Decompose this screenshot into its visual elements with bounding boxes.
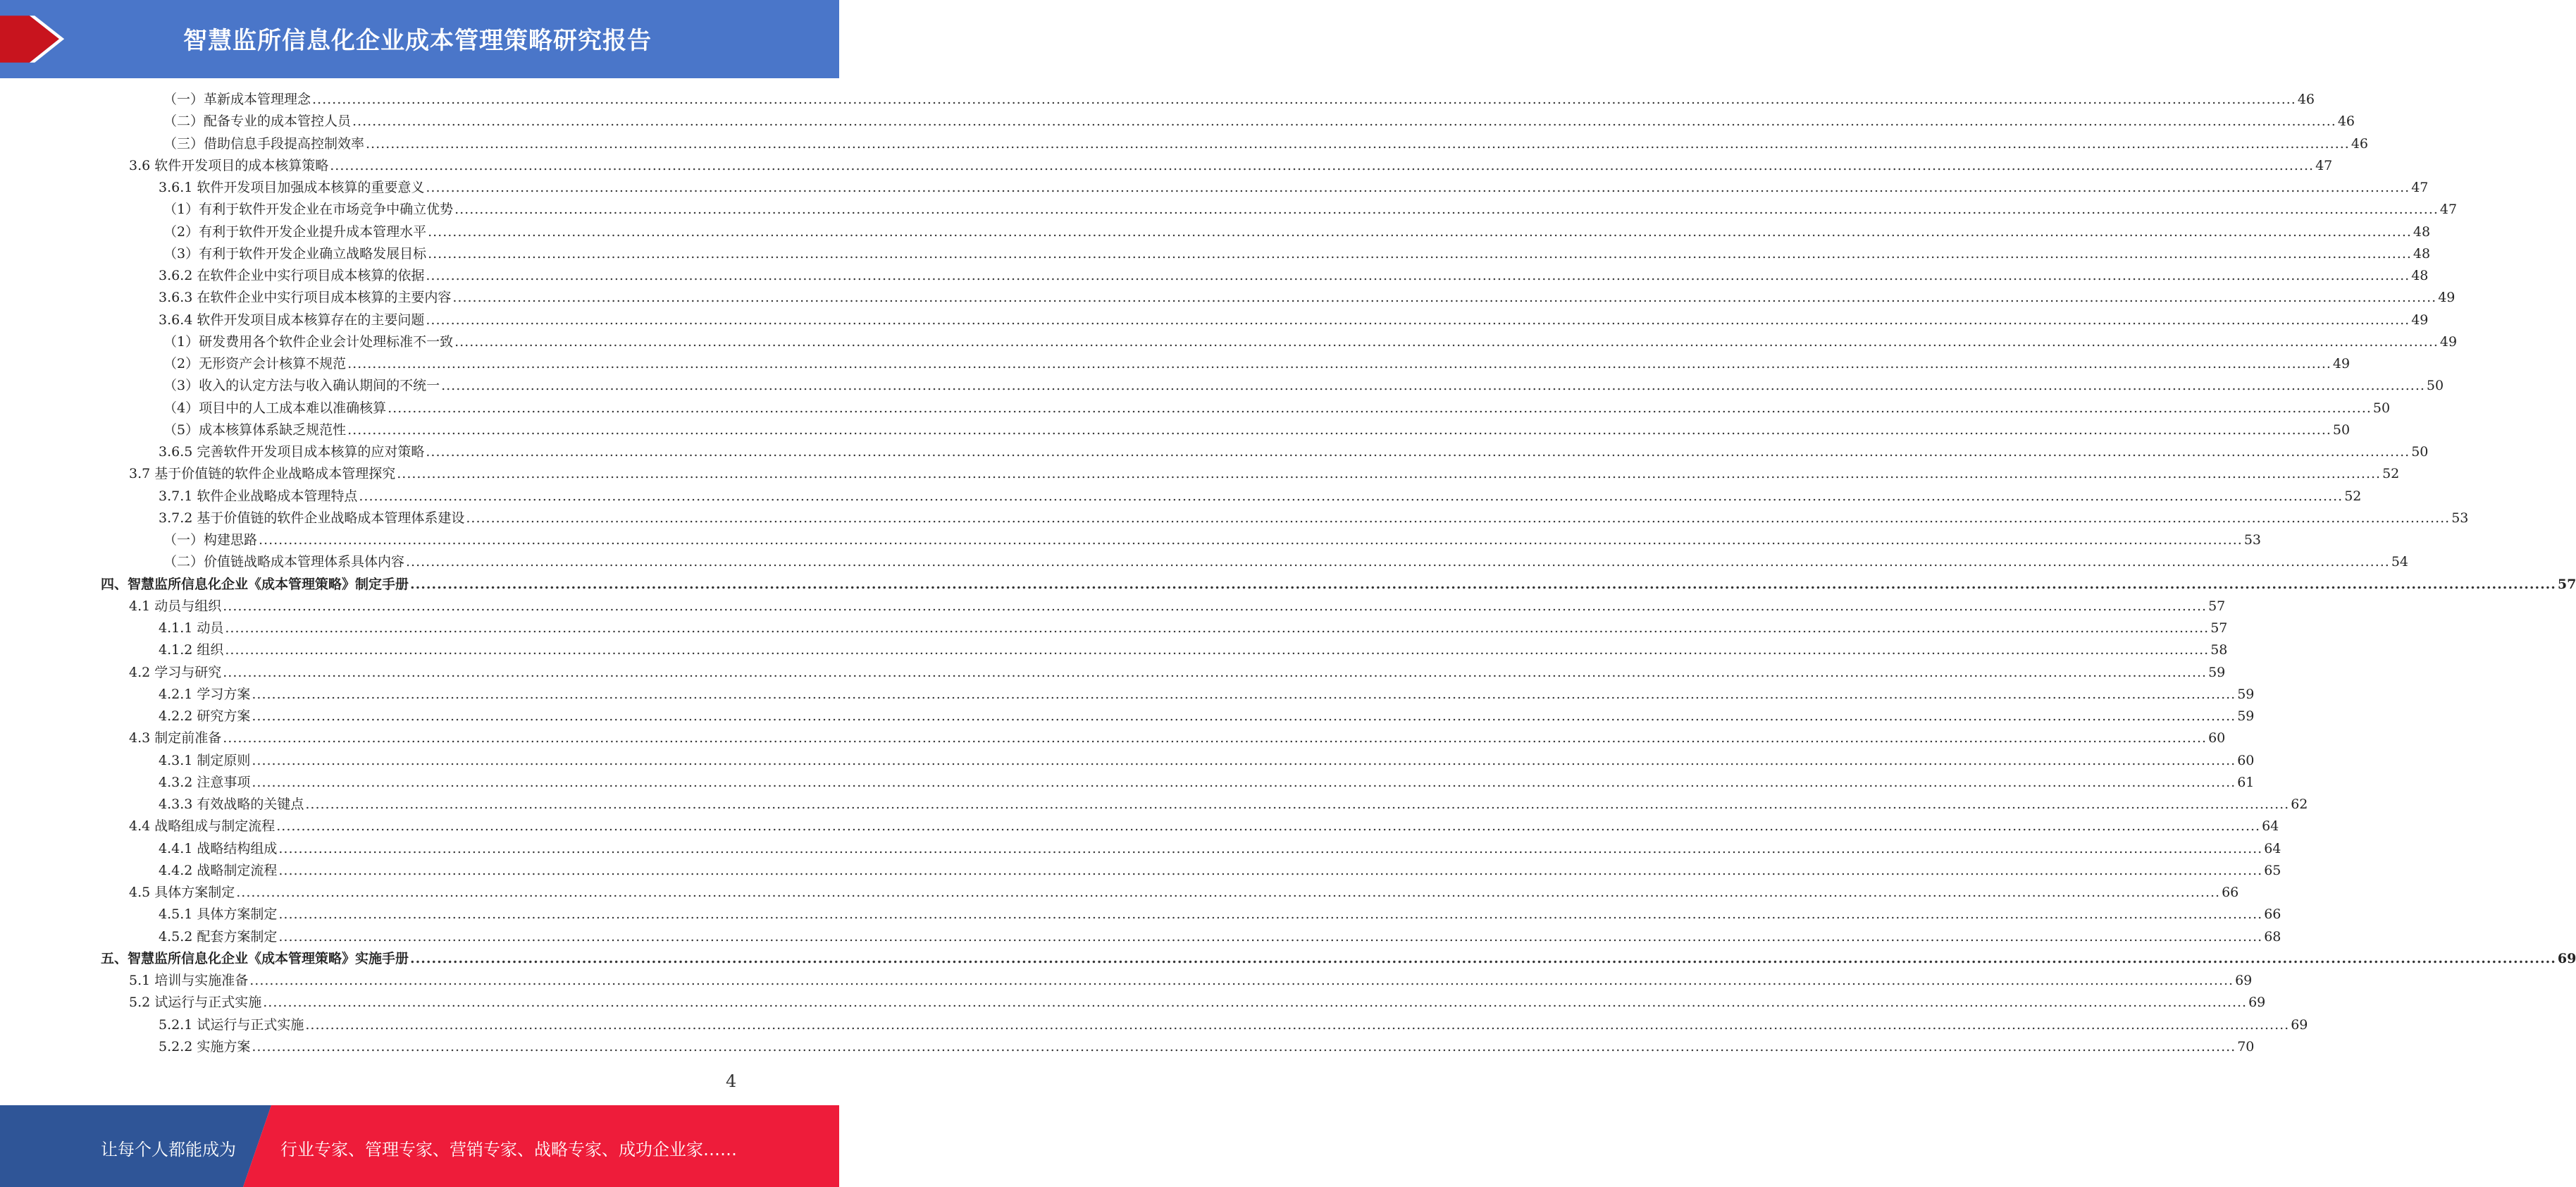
toc-leader-dots: ................................................................................................................................................................................................................................................................................................................................................................................................................	[347, 422, 2332, 438]
toc-leader-dots: ................................................................................................................................................................................................................................................................................................................................................................................................................	[278, 862, 2263, 878]
toc-entry[interactable]	[159, 486, 2362, 508]
toc-entry[interactable]	[129, 882, 2239, 904]
toc-entry-label: （2）有利于软件开发企业提升成本管理水平	[163, 223, 427, 240]
toc-entry[interactable]	[163, 353, 2351, 375]
toc-entry-label: 3.6.1 软件开发项目加强成本核算的重要意义	[159, 180, 425, 195]
toc-entry[interactable]	[159, 706, 2255, 727]
toc-entry[interactable]	[163, 133, 2369, 155]
toc-entry-label: 3.6 软件开发项目的成本核算策略	[129, 157, 329, 173]
toc-entry[interactable]	[129, 727, 2226, 749]
toc-leader-dots: ................................................................................................................................................................................................................................................................................................................................................................................................................	[406, 554, 2390, 570]
toc-entry[interactable]	[159, 287, 2456, 309]
toc-entry-page: 57	[2208, 598, 2226, 614]
toc-entry[interactable]	[159, 309, 2429, 331]
toc-leader-dots: ................................................................................................................................................................................................................................................................................................................................................................................................................	[426, 444, 2410, 460]
toc-entry[interactable]	[163, 221, 2431, 243]
red-chevron-icon	[0, 0, 63, 78]
toc-entry-page: 50	[2372, 400, 2391, 416]
toc-leader-dots: ................................................................................................................................................................................................................................................................................................................................................................................................................	[426, 180, 2410, 195]
toc-entry-label: 4.4 战略组成与制定流程	[129, 818, 275, 835]
toc-entry-page: 49	[2332, 356, 2351, 371]
toc-entry[interactable]	[159, 177, 2429, 199]
toc-entry-page: 68	[2264, 928, 2281, 945]
toc-entry[interactable]	[159, 1014, 2308, 1036]
toc-entry-page: 48	[2413, 223, 2431, 240]
toc-entry-label: 3.6.5 完善软件开发项目成本核算的应对策略	[159, 444, 425, 460]
toc-entry[interactable]	[129, 463, 2400, 485]
toc-entry-label: 3.7 基于价值链的软件企业战略成本管理探究	[129, 466, 396, 482]
footer-slogan-left: 让每个人都能成为	[101, 1140, 236, 1160]
toc-entry-page: 49	[2411, 312, 2429, 328]
toc-entry-page: 46	[2297, 92, 2315, 107]
page-number: 4	[726, 1071, 737, 1091]
toc-entry-page: 50	[2411, 444, 2429, 460]
toc-entry-label: 4.2 学习与研究	[129, 664, 222, 680]
toc-entry-label: （3）收入的认定方法与收入确认期间的不统一	[163, 378, 440, 394]
toc-entry[interactable]	[163, 243, 2431, 265]
toc-entry-page: 69	[2248, 995, 2266, 1011]
toc-entry[interactable]	[129, 662, 2226, 684]
toc-entry-page: 53	[2243, 532, 2262, 548]
toc-leader-dots: ................................................................................................................................................................................................................................................................................................................................................................................................................	[452, 290, 2437, 306]
toc-entry-page: 49	[2439, 333, 2458, 350]
toc-entry-page: 52	[2382, 466, 2400, 482]
toc-entry-page: 58	[2210, 642, 2228, 658]
page-footer	[0, 1105, 839, 1187]
toc-entry-label: 4.5.2 配套方案制定	[159, 928, 278, 945]
toc-leader-dots: ................................................................................................................................................................................................................................................................................................................................................................................................................	[278, 906, 2263, 923]
toc-entry[interactable]	[159, 794, 2308, 816]
toc-entry-page: 46	[2351, 135, 2369, 152]
toc-entry-page: 60	[2237, 752, 2255, 768]
toc-entry[interactable]	[129, 816, 2279, 837]
toc-entry-page: 57	[2557, 576, 2576, 592]
toc-entry-page: 57	[2210, 620, 2228, 636]
toc-leader-dots: ................................................................................................................................................................................................................................................................................................................................................................................................................	[223, 730, 2207, 746]
toc-leader-dots: ................................................................................................................................................................................................................................................................................................................................................................................................................	[410, 950, 2556, 966]
toc-entry[interactable]	[163, 375, 2444, 397]
toc-entry-label: 4.5.1 具体方案制定	[159, 906, 278, 923]
toc-leader-dots: ................................................................................................................................................................................................................................................................................................................................................................................................................	[223, 664, 2207, 680]
toc-entry-label: 3.6.3 在软件企业中实行项目成本核算的主要内容	[159, 290, 452, 306]
toc-leader-dots: ................................................................................................................................................................................................................................................................................................................................................................................................................	[352, 113, 2336, 130]
toc-entry-label: 4.1.1 动员	[159, 620, 224, 636]
toc-entry-page: 48	[2413, 245, 2431, 262]
toc-entry-page: 50	[2426, 378, 2444, 394]
toc-entry-page: 66	[2222, 885, 2239, 900]
toc-entry[interactable]	[101, 574, 2576, 596]
toc-leader-dots: ................................................................................................................................................................................................................................................................................................................................................................................................................	[305, 1016, 2290, 1033]
toc-entry-label: 4.4.2 战略制定流程	[159, 862, 278, 878]
toc-leader-dots: ................................................................................................................................................................................................................................................................................................................................................................................................................	[466, 510, 2451, 526]
toc-entry-page: 69	[2235, 973, 2253, 988]
toc-entry-page: 69	[2291, 1016, 2308, 1033]
toc-leader-dots: ................................................................................................................................................................................................................................................................................................................................................................................................................	[252, 774, 2236, 790]
toc-entry[interactable]	[129, 596, 2226, 617]
toc-entry[interactable]	[159, 750, 2255, 772]
toc-entry[interactable]	[163, 331, 2458, 353]
toc-entry-label: （2）无形资产会计核算不规范	[163, 356, 347, 371]
toc-entry-label: 4.3 制定前准备	[129, 730, 222, 746]
toc-entry-label: 4.2.2 研究方案	[159, 708, 251, 724]
toc-leader-dots: ................................................................................................................................................................................................................................................................................................................................................................................................................	[410, 576, 2556, 592]
toc-entry[interactable]	[159, 684, 2255, 706]
toc-entry-page: 48	[2411, 268, 2429, 283]
toc-entry-label: 4.4.1 战略结构组成	[159, 840, 278, 856]
toc-leader-dots: ................................................................................................................................................................................................................................................................................................................................................................................................................	[441, 378, 2425, 394]
toc-entry[interactable]	[129, 155, 2333, 177]
toc-leader-dots: ................................................................................................................................................................................................................................................................................................................................................................................................................	[236, 885, 2221, 900]
toc-entry-label: 5.1 培训与实施准备	[129, 973, 249, 988]
toc-entry-label: （三）借助信息手段提高控制效率	[163, 135, 365, 152]
toc-leader-dots: ................................................................................................................................................................................................................................................................................................................................................................................................................	[454, 202, 2439, 218]
toc-entry-label: （一）革新成本管理理念	[163, 92, 311, 107]
page-header	[0, 0, 839, 78]
report-title: 智慧监所信息化企业成本管理策略研究报告	[183, 27, 652, 55]
toc-leader-dots: ................................................................................................................................................................................................................................................................................................................................................................................................................	[426, 268, 2410, 283]
toc-leader-dots: ................................................................................................................................................................................................................................................................................................................................................................................................................	[249, 973, 2234, 988]
toc-entry-label: 4.3.3 有效战略的关键点	[159, 797, 304, 812]
toc-entry[interactable]	[159, 508, 2469, 529]
toc-leader-dots: ................................................................................................................................................................................................................................................................................................................................................................................................................	[252, 752, 2236, 768]
toc-entry-page: 49	[2438, 290, 2456, 306]
toc-leader-dots: ................................................................................................................................................................................................................................................................................................................................................................................................................	[252, 686, 2236, 702]
toc-leader-dots: ................................................................................................................................................................................................................................................................................................................................................................................................................	[428, 245, 2412, 262]
toc-entry-page: 64	[2264, 840, 2281, 856]
footer-slogan-right: 行业专家、管理专家、营销专家、战略专家、成功企业家……	[280, 1140, 737, 1160]
toc-entry-label: 4.3.2 注意事项	[159, 774, 251, 790]
toc-entry-page: 52	[2344, 488, 2362, 504]
toc-entry[interactable]	[159, 838, 2281, 860]
toc-entry-label: 3.6.4 软件开发项目成本核算存在的主要问题	[159, 312, 425, 328]
toc-entry-label: 4.1 动员与组织	[129, 598, 222, 614]
toc-entry[interactable]	[159, 1036, 2255, 1058]
toc-leader-dots: ................................................................................................................................................................................................................................................................................................................................................................................................................	[225, 620, 2210, 636]
toc-entry-label: 五、智慧监所信息化企业《成本管理策略》实施手册	[101, 950, 409, 966]
toc-entry-page: 47	[2411, 180, 2429, 195]
toc-leader-dots: ................................................................................................................................................................................................................................................................................................................................................................................................................	[252, 1038, 2236, 1054]
toc-entry-page: 50	[2332, 422, 2351, 438]
toc-entry-page: 61	[2237, 774, 2255, 790]
toc-entry[interactable]	[159, 904, 2281, 925]
toc-entry[interactable]	[159, 441, 2429, 463]
toc-entry-page: 47	[2315, 157, 2333, 173]
toc-entry[interactable]	[129, 992, 2266, 1014]
toc-entry[interactable]	[163, 529, 2262, 551]
toc-leader-dots: ................................................................................................................................................................................................................................................................................................................................................................................................................	[252, 708, 2236, 724]
toc-entry[interactable]	[101, 948, 2576, 970]
toc-entry-page: 62	[2291, 797, 2308, 812]
toc-entry-page: 65	[2264, 862, 2281, 878]
toc-entry-label: 5.2 试运行与正式实施	[129, 995, 262, 1011]
toc-entry-page: 64	[2262, 818, 2279, 835]
toc-entry-page: 60	[2208, 730, 2226, 746]
toc-entry[interactable]	[159, 926, 2281, 948]
toc-entry[interactable]	[159, 617, 2228, 639]
toc-entry[interactable]	[129, 970, 2253, 992]
toc-entry-page: 66	[2264, 906, 2281, 923]
toc-entry-page: 46	[2337, 113, 2355, 130]
toc-entry[interactable]	[163, 551, 2409, 573]
toc-leader-dots: ................................................................................................................................................................................................................................................................................................................................................................................................................	[259, 532, 2243, 548]
toc-entry-label: （一）构建思路	[163, 532, 258, 548]
toc-leader-dots: ................................................................................................................................................................................................................................................................................................................................................................................................................	[347, 356, 2332, 371]
toc-entry-label: 4.1.2 组织	[159, 642, 224, 658]
toc-entry[interactable]	[159, 265, 2429, 287]
toc-leader-dots: ................................................................................................................................................................................................................................................................................................................................................................................................................	[223, 598, 2207, 614]
toc-entry-page: 53	[2451, 510, 2469, 526]
toc-entry-page: 59	[2237, 686, 2255, 702]
toc-entry[interactable]	[159, 639, 2228, 661]
toc-leader-dots: ................................................................................................................................................................................................................................................................................................................................................................................................................	[426, 312, 2410, 328]
toc-entry-label: 4.3.1 制定原则	[159, 752, 251, 768]
toc-entry-label: （二）价值链战略成本管理体系具体内容	[163, 554, 405, 570]
toc-entry-label: （二）配备专业的成本管控人员	[163, 113, 352, 130]
toc-leader-dots: ................................................................................................................................................................................................................................................................................................................................................................................................................	[276, 818, 2261, 835]
toc-entry[interactable]	[159, 860, 2281, 882]
toc-leader-dots: ................................................................................................................................................................................................................................................................................................................................................................................................................	[312, 92, 2296, 107]
toc-entry-page: 69	[2557, 950, 2576, 966]
toc-entry-label: 四、智慧监所信息化企业《成本管理策略》制定手册	[101, 576, 409, 592]
toc-leader-dots: ................................................................................................................................................................................................................................................................................................................................................................................................................	[263, 995, 2248, 1011]
toc-entry-page: 59	[2208, 664, 2226, 680]
toc-entry-label: 5.2.1 试运行与正式实施	[159, 1016, 304, 1033]
toc-entry-page: 47	[2439, 202, 2458, 218]
toc-entry-label: 3.7.1 软件企业战略成本管理特点	[159, 488, 358, 504]
toc-leader-dots: ................................................................................................................................................................................................................................................................................................................................................................................................................	[278, 840, 2263, 856]
toc-entry-page: 59	[2237, 708, 2255, 724]
toc-entry[interactable]	[159, 772, 2255, 794]
toc-entry-label: 3.7.2 基于价值链的软件企业战略成本管理体系建设	[159, 510, 465, 526]
toc-leader-dots: ................................................................................................................................................................................................................................................................................................................................................................................................................	[428, 223, 2412, 240]
toc-entry[interactable]	[163, 398, 2391, 419]
toc-leader-dots: ................................................................................................................................................................................................................................................................................................................................................................................................................	[278, 928, 2263, 945]
toc-leader-dots: ................................................................................................................................................................................................................................................................................................................................................................................................................	[366, 135, 2350, 152]
toc-leader-dots: ................................................................................................................................................................................................................................................................................................................................................................................................................	[397, 466, 2382, 482]
toc-leader-dots: ................................................................................................................................................................................................................................................................................................................................................................................................................	[454, 333, 2439, 350]
toc-entry-page: 54	[2391, 554, 2409, 570]
toc-entry-label: 4.5 具体方案制定	[129, 885, 235, 900]
toc-leader-dots: ................................................................................................................................................................................................................................................................................................................................................................................................................	[330, 157, 2315, 173]
toc-leader-dots: ................................................................................................................................................................................................................................................................................................................................................................................................................	[305, 797, 2290, 812]
toc-leader-dots: ................................................................................................................................................................................................................................................................................................................................................................................................................	[225, 642, 2210, 658]
toc-entry[interactable]	[163, 199, 2458, 221]
toc-entry-label: （1）研发费用各个软件企业会计处理标准不一致	[163, 333, 454, 350]
toc-entry-label: 4.2.1 学习方案	[159, 686, 251, 702]
toc-entry-label: （4）项目中的人工成本难以准确核算	[163, 400, 387, 416]
toc-entry-label: （5）成本核算体系缺乏规范性	[163, 422, 347, 438]
toc-entry-page: 70	[2237, 1038, 2255, 1054]
toc-entry[interactable]	[163, 89, 2315, 111]
toc-entry-label: 5.2.2 实施方案	[159, 1038, 251, 1054]
toc-entry[interactable]	[163, 111, 2355, 133]
toc-leader-dots: ................................................................................................................................................................................................................................................................................................................................................................................................................	[359, 488, 2343, 504]
toc-entry-label: （3）有利于软件开发企业确立战略发展目标	[163, 245, 427, 262]
toc-entry-label: 3.6.2 在软件企业中实行项目成本核算的依据	[159, 268, 425, 283]
toc-leader-dots: ................................................................................................................................................................................................................................................................................................................................................................................................................	[388, 400, 2372, 416]
toc-entry[interactable]	[163, 419, 2351, 441]
toc-entry-label: （1）有利于软件开发企业在市场竞争中确立优势	[163, 202, 454, 218]
